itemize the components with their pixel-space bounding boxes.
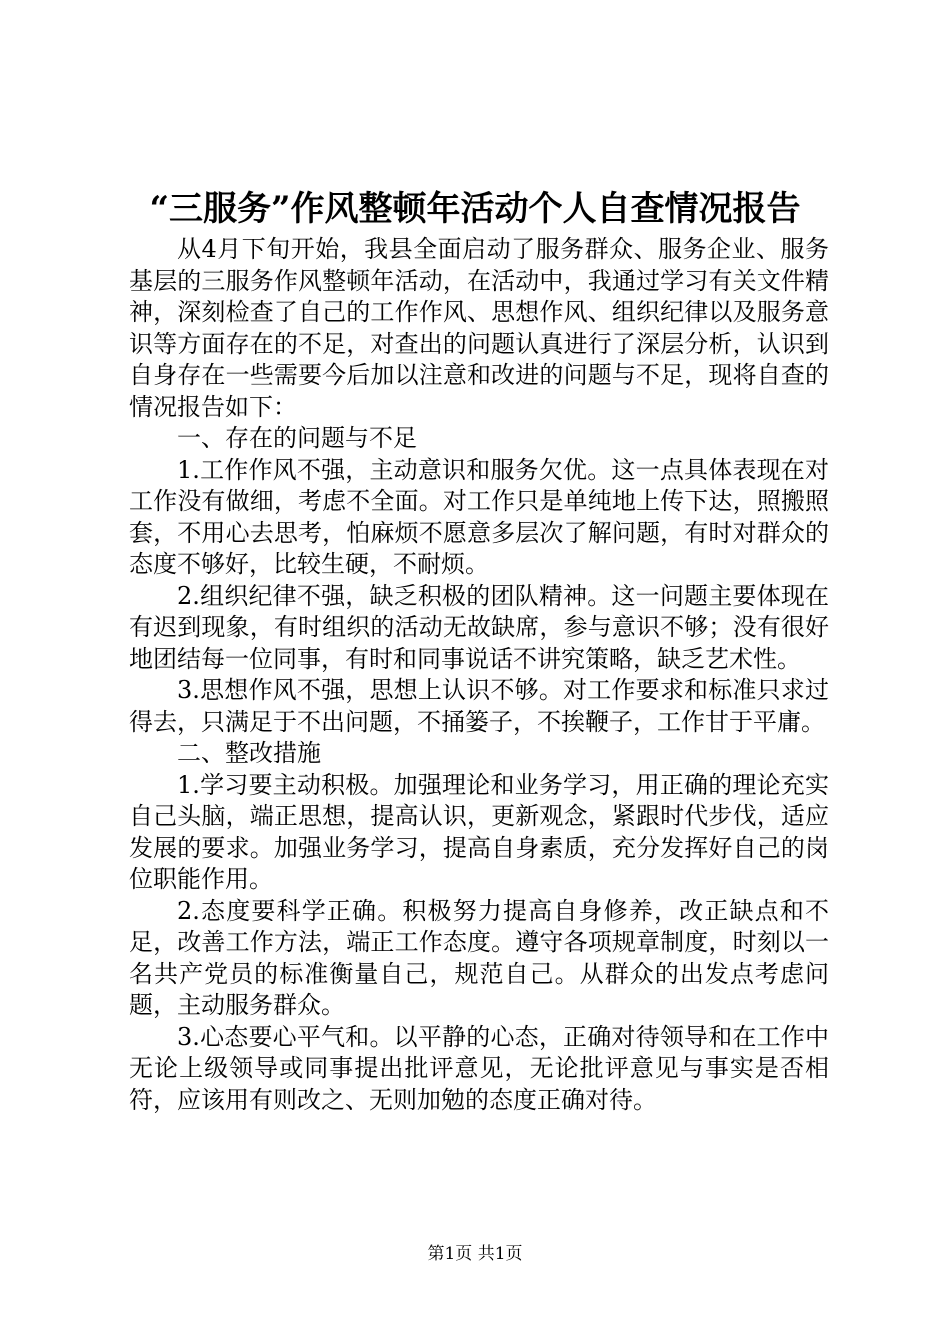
document-body xyxy=(129,234,829,1116)
measure-item-2: 2.态度要科学正确。积极努力提高自身修养，改正缺点和不足，改善工作方法，端正工作态度。遵守各项规章制度，时刻以一名共产党员的标准衡量自己，规范自己。从群众的出发点考虑问题，主动服务群众。 xyxy=(129,896,829,1019)
problem-item-3: 3.思想作风不强，思想上认识不够。对工作要求和标准只求过得去，只满足于不出问题，不捅篓子，不挨鞭子，工作甘于平庸。 xyxy=(129,676,829,736)
page-footer: 第1页 共1页 xyxy=(427,1244,523,1264)
section-heading-problems: 一、存在的问题与不足 xyxy=(177,424,417,452)
measure-item-3: 3.心态要心平气和。以平静的心态，正确对待领导和在工作中无论上级领导或同事提出批评意见，无论批评意见与事实是否相符，应该用有则改之、无则加勉的态度正确对待。 xyxy=(129,1022,829,1114)
intro-paragraph: 从4月下旬开始，我县全面启动了服务群众、服务企业、服务基层的三服务作风整顿年活动，在活动中，我通过学习有关文件精神，深刻检查了自己的工作作风、思想作风、组织纪律以及服务意识等方面存在的不足，对查出的问题认真进行了深层分析，认识到自身存在一些需要今后加以注意和改进的问题与不足，现将自查的情况报告如下： xyxy=(129,235,829,421)
problem-item-2: 2.组织纪律不强，缺乏积极的团队精神。这一问题主要体现在有迟到现象，有时组织的活动无故缺席，参与意识不够；没有很好地团结每一位同事，有时和同事说话不讲究策略，缺乏艺术性。 xyxy=(129,581,829,673)
section-heading-measures: 二、整改措施 xyxy=(177,739,321,767)
problem-item-1: 1.工作作风不强，主动意识和服务欠优。这一点具体表现在对工作没有做细，考虑不全面。对工作只是单纯地上传下达，照搬照套，不用心去思考，怕麻烦不愿意多层次了解问题，有时对群众的态度不够好，比较生硬，不耐烦。 xyxy=(129,455,829,578)
document-title: “三服务”作风整顿年活动个人自查情况报告 xyxy=(149,189,801,229)
measure-item-1: 1.学习要主动积极。加强理论和业务学习，用正确的理论充实自己头脑，端正思想，提高认识，更新观念，紧跟时代步伐，适应发展的要求。加强业务学习，提高自身素质，充分发挥好自己的岗位职能作用。 xyxy=(129,770,829,893)
